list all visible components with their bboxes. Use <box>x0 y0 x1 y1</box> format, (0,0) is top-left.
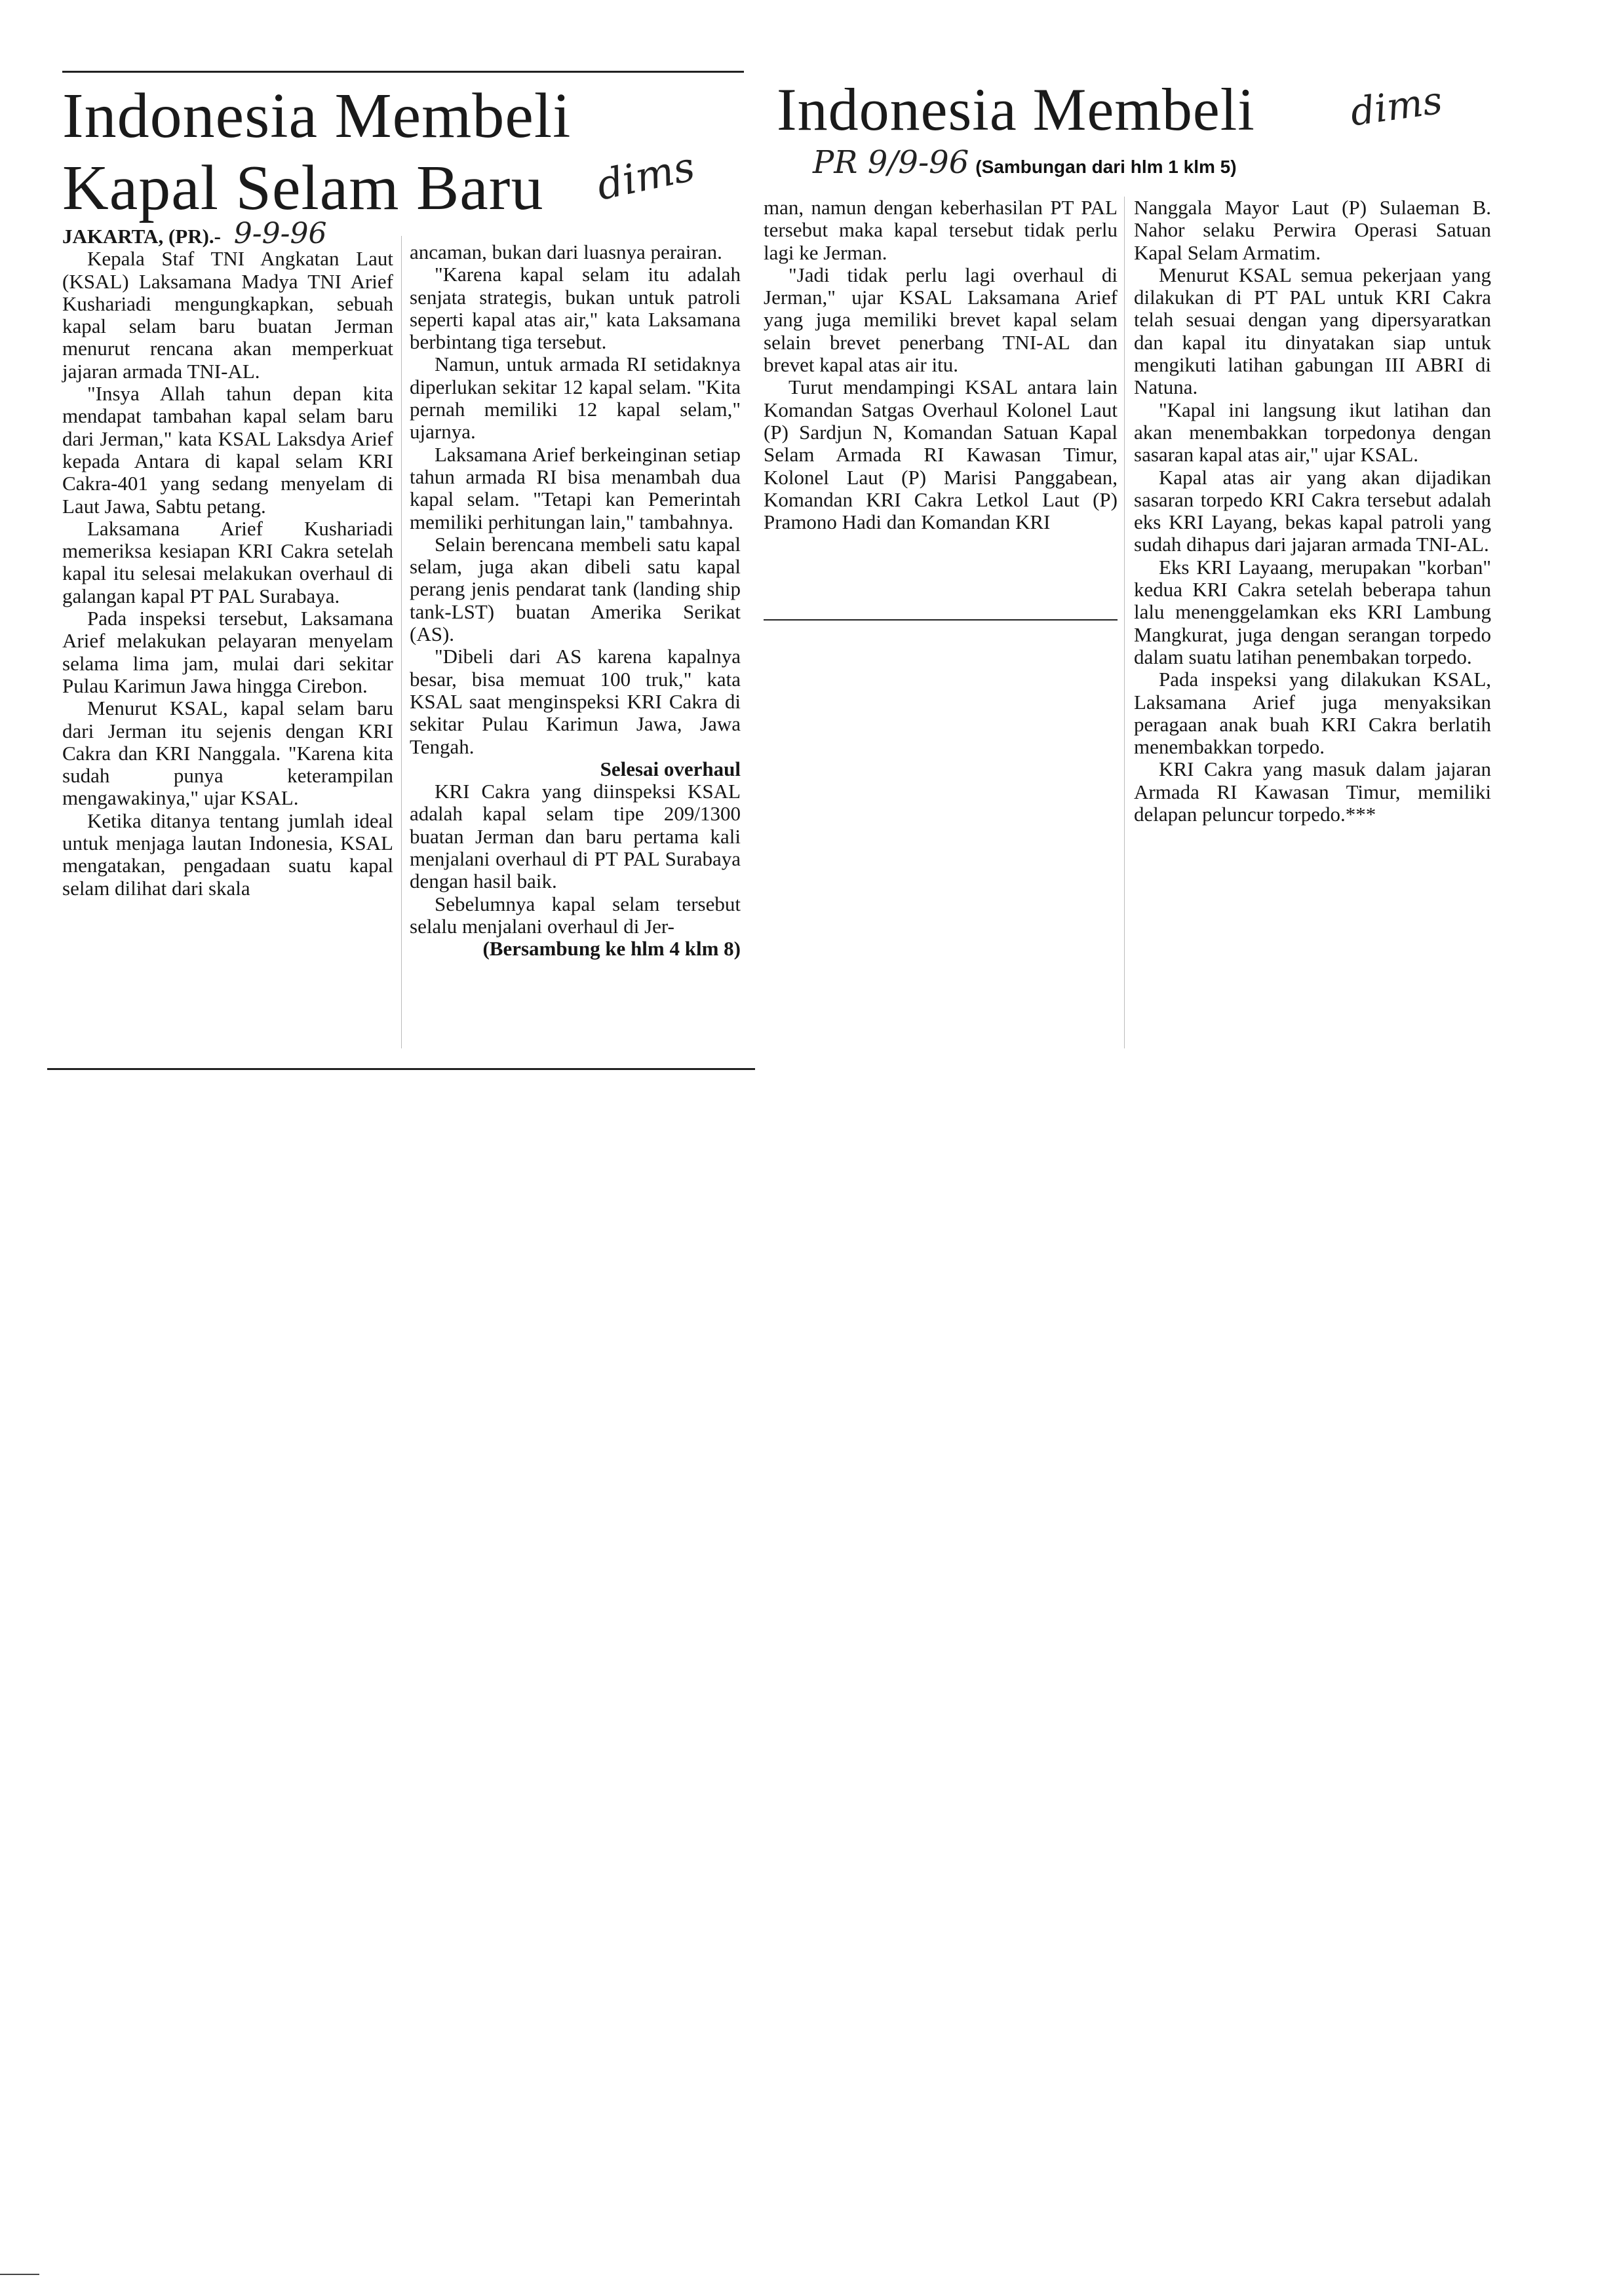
article1-handwritten-date: 9-9-96 <box>233 217 327 250</box>
article1-column-divider <box>401 236 402 1048</box>
article2-paragraph: KRI Cakra yang masuk dalam jajaran Armada RI Kawasan Timur, memiliki delapan peluncur torpedo.*** <box>1134 757 1491 826</box>
article1-dateline: JAKARTA, (PR).- <box>62 225 221 248</box>
article2-handwritten-ref: PR 9/9-96 <box>813 144 969 181</box>
article1-paragraph: "Insya Allah tahun depan kita mendapat tambahan kapal selam baru dari Jerman," kata KSAL Laksdya Arief kepada Antara di kapal selam KRI Cakra-401 yang sedang menyelam di Laut Jawa, Sabtu petang. <box>62 382 393 518</box>
article1-paragraph: Sebelumnya kapal selam tersebut selalu menjalani overhaul di Jer- <box>410 892 741 938</box>
article2-paragraph: Eks KRI Layaang, merupakan "korban" kedua KRI Cakra setelah beberapa tahun lalu menenggelamkan eks KRI Lambung Mangkurat, juga dengan serangan torpedo dalam suatu latihan penembakan torpedo. <box>1134 555 1491 668</box>
article1-paragraph: Menurut KSAL, kapal selam baru dari Jerman itu sejenis dengan KRI Cakra dan KRI Nanggala. "Karena kita sudah punya keterampilan mengawakinya," ujar KSAL. <box>62 697 393 810</box>
article2-paragraph: man, namun dengan keberhasilan PT PAL tersebut maka kapal tersebut tidak perlu lagi ke Jerman. <box>764 196 1118 264</box>
article1-column-2 <box>410 241 741 961</box>
article2-column-3-end-rule <box>764 619 1118 621</box>
article1-paragraph: Ketika ditanya tentang jumlah ideal untuk menjaga lautan Indonesia, KSAL mengatakan, pengadaan suatu kapal selam dilihat dari skala <box>62 809 393 900</box>
article1-column-1 <box>62 217 393 900</box>
article2-title: Indonesia Membeli <box>777 76 1255 143</box>
scan-edge-mark <box>0 2274 39 2275</box>
article2-column-divider <box>1124 197 1125 1048</box>
article1-handwritten-tag: dims <box>593 142 699 210</box>
article1-paragraph: Namun, untuk armada RI setidaknya diperlukan sekitar 12 kapal selam. "Kita pernah memiliki 12 kapal selam," ujarnya. <box>410 353 741 444</box>
article2-column-4 <box>1134 197 1491 826</box>
article1-paragraph: Kepala Staf TNI Angkatan Laut (KSAL) Laksamana Madya TNI Arief Kushariadi mengungkapkan, sebuah kapal selam baru buatan Jerman menurut rencana akan memperkuat jajaran armada TNI-AL. <box>62 247 393 383</box>
article1-title-line2: Kapal Selam Baru <box>62 153 544 223</box>
article2-paragraph: Menurut KSAL semua pekerjaan yang dilakukan di PT PAL untuk KRI Cakra telah sesuai dengan yang dipersyaratkan dan kapal itu dinyatakan siap untuk mengikuti latihan gabungan III ABRI di Natuna. <box>1134 263 1491 399</box>
article2-paragraph: Turut mendampingi KSAL antara lain Komandan Satgas Overhaul Kolonel Laut (P) Sardjun N, Komandan Satuan Kapal Selam Armada RI Kawasan Timur, Kolonel Laut (P) Marisi Panggabean, Komandan KRI Cakra Letkol Laut (P) Pramono Hadi dan Komandan KRI <box>764 375 1118 534</box>
article1-continued-note: (Bersambung ke hlm 4 klm 8) <box>482 937 741 961</box>
article2-paragraph: "Jadi tidak perlu lagi overhaul di Jerman," ujar KSAL Laksamana Arief yang juga memiliki brevet kapal selam selain brevet penerbang TNI-AL dan brevet kapal atas air itu. <box>764 263 1118 377</box>
article1-bottom-rule <box>47 1068 755 1070</box>
article1-paragraph: Laksamana Arief berkeinginan setiap tahun armada RI bisa menambah dua kapal selam. "Tetapi kan Pemerintah memiliki perhitungan lain," tambahnya. <box>410 442 741 533</box>
article1-paragraph: Pada inspeksi tersebut, Laksamana Arief melakukan pelayaran menyelam selama lima jam, mulai dari sekitar Pulau Karimun Jawa hingga Cirebon. <box>62 607 393 697</box>
article1-top-rule <box>62 71 744 73</box>
article2-paragraph: "Kapal ini langsung ikut latihan dan akan menembakkan torpedonya dengan sasaran kapal atas air," ujar KSAL. <box>1134 398 1491 467</box>
article2-column-3 <box>764 197 1118 533</box>
article2-paragraph: Kapal atas air yang akan dijadikan sasaran torpedo KRI Cakra tersebut adalah eks KRI Layang, bekas kapal patroli yang sudah dihapus dari jajaran armada TNI-AL. <box>1134 465 1491 556</box>
article2-paragraph: Nanggala Mayor Laut (P) Sulaeman B. Nahor selaku Perwira Operasi Satuan Kapal Selam Armatim. <box>1134 196 1491 264</box>
article2-continued-from: (Sambungan dari hlm 1 klm 5) <box>975 157 1237 177</box>
article1-paragraph: KRI Cakra yang diinspeksi KSAL adalah kapal selam tipe 209/1300 buatan Jerman dan baru pertama kali menjalani overhaul di PT PAL Surabaya dengan hasil baik. <box>410 780 741 893</box>
article1-title-line1: Indonesia Membeli <box>62 81 572 151</box>
article1-paragraph: "Dibeli dari AS karena kapalnya besar, bisa memuat 100 truk," kata KSAL saat menginspeksi KRI Cakra di sekitar Pulau Karimun Jawa, Jawa Tengah. <box>410 645 741 758</box>
article1-paragraph: Selain berencana membeli satu kapal selam, juga akan dibeli satu kapal perang jenis pendarat tank (landing ship tank-LST) buatan Amerika Serikat (AS). <box>410 532 741 646</box>
article1-subhead: Selesai overhaul <box>600 757 741 780</box>
article2-handwritten-tag: dims <box>1347 77 1445 135</box>
article1-dateline-row <box>62 217 393 250</box>
article1-paragraph: "Karena kapal selam itu adalah senjata strategis, bukan untuk patroli seperti kapal atas air," kata Laksamana berbintang tiga tersebut. <box>410 263 741 354</box>
article1-paragraph: ancaman, bukan dari luasnya perairan. <box>410 240 722 263</box>
article2-ref-row <box>813 144 1442 183</box>
article1-paragraph: Laksamana Arief Kushariadi memeriksa kesiapan KRI Cakra setelah kapal itu selesai melakukan overhaul di galangan kapal PT PAL Surabaya. <box>62 516 393 607</box>
article2-paragraph: Pada inspeksi yang dilakukan KSAL, Laksamana Arief juga menyaksikan peragaan anak buah KRI Cakra berlatih menembakkan torpedo. <box>1134 668 1491 759</box>
